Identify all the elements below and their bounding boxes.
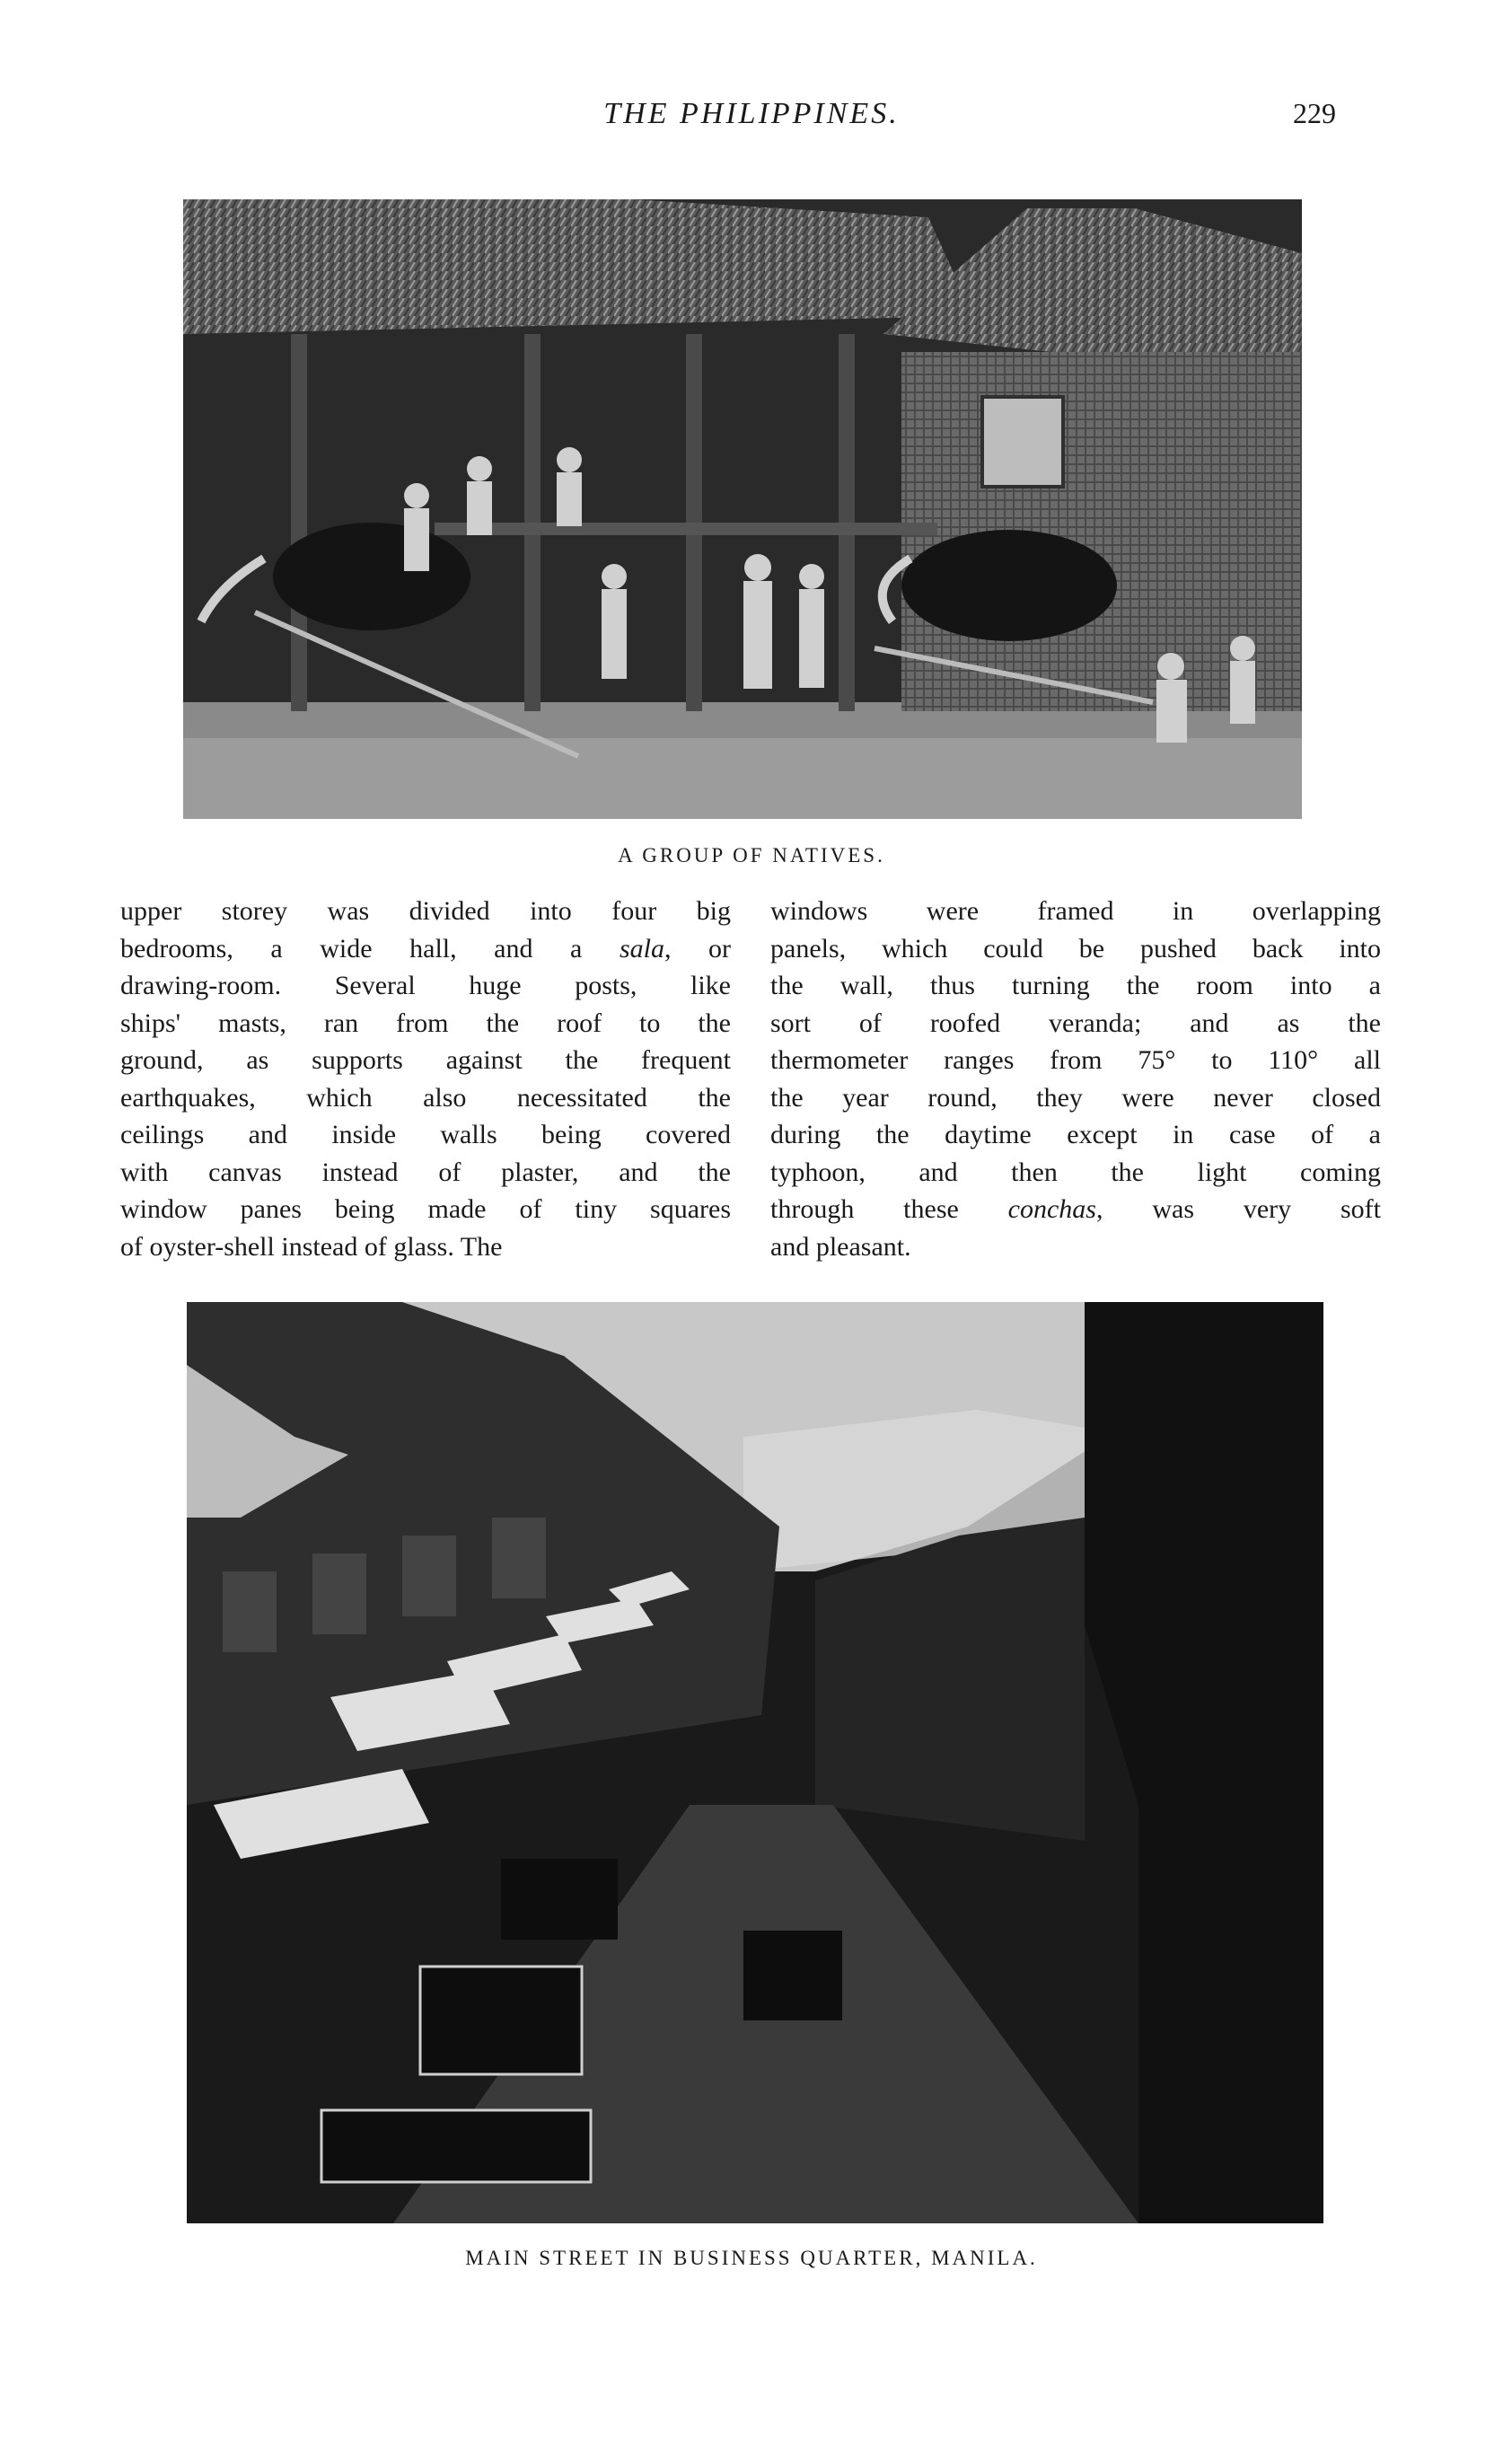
caption-main-street-manila: MAIN STREET IN BUSINESS QUARTER, MANILA. [465,2247,1038,2269]
text-segment: upper storey was divided into four big [120,896,731,926]
text-segment: ground, as supports against the frequent [120,1045,731,1075]
photo-street-illustration [187,1302,1323,2223]
text-line [770,1116,1381,1154]
text-column-right [770,893,1381,1265]
text-line [120,967,731,1005]
text-line [770,1079,1381,1117]
text-line [770,893,1381,930]
photo-natives-illustration [183,199,1302,819]
text-segment: the wall, thus turning the room into a [770,971,1381,1000]
text-line [770,930,1381,968]
text-segment: thermometer ranges from 75° to 110° all [770,1045,1381,1075]
text-line [120,1228,731,1266]
text-segment: panels, which could be pushed back into [770,933,1381,964]
text-line [770,1005,1381,1043]
text-line [120,1191,731,1228]
text-segment: windows were framed in overlapping [770,896,1381,926]
text-line [120,1116,731,1154]
text-segment: and pleasant. [770,1231,911,1262]
text-column-left [120,893,731,1265]
text-segment: sort of roofed veranda; and as the [770,1008,1381,1038]
photo-main-street-manila [187,1302,1323,2223]
page-number: 229 [1293,97,1336,129]
text-segment: earthquakes, which also necessitated the [120,1082,731,1113]
text-segment: during the daytime except in case of a [770,1120,1381,1149]
text-line [120,1154,731,1192]
text-segment: of oyster-shell instead of glass. The [120,1231,503,1262]
text-segment: through these [770,1194,1008,1224]
running-title: THE PHILIPPINES. [603,97,900,130]
text-line [120,930,731,968]
text-segment: the year round, they were never closed [770,1082,1381,1113]
text-line [770,967,1381,1005]
photo-group-of-natives [183,199,1302,819]
italic-term: sala [619,933,664,964]
text-line [120,893,731,930]
text-line [120,1042,731,1079]
italic-term: conchas [1007,1194,1096,1224]
text-segment: drawing-room. Several huge posts, like [120,971,731,1000]
text-line [120,1079,731,1117]
text-line [770,1228,1381,1266]
text-segment: bedrooms, a wide hall, and a [120,933,620,964]
caption-group-of-natives: A GROUP OF NATIVES. [618,844,885,867]
text-segment: , or [664,933,732,964]
text-line [770,1154,1381,1192]
text-segment: with canvas instead of plaster, and the [120,1157,731,1187]
text-segment: ceilings and inside walls being covered [120,1120,731,1149]
text-line [770,1042,1381,1079]
text-segment: window panes being made of tiny squares [120,1194,731,1224]
text-segment: typhoon, and then the light coming [770,1157,1381,1187]
text-line [120,1005,731,1043]
text-line [770,1191,1381,1228]
text-segment: , was very soft [1095,1194,1381,1224]
text-segment: ships' masts, ran from the roof to the [120,1008,731,1038]
